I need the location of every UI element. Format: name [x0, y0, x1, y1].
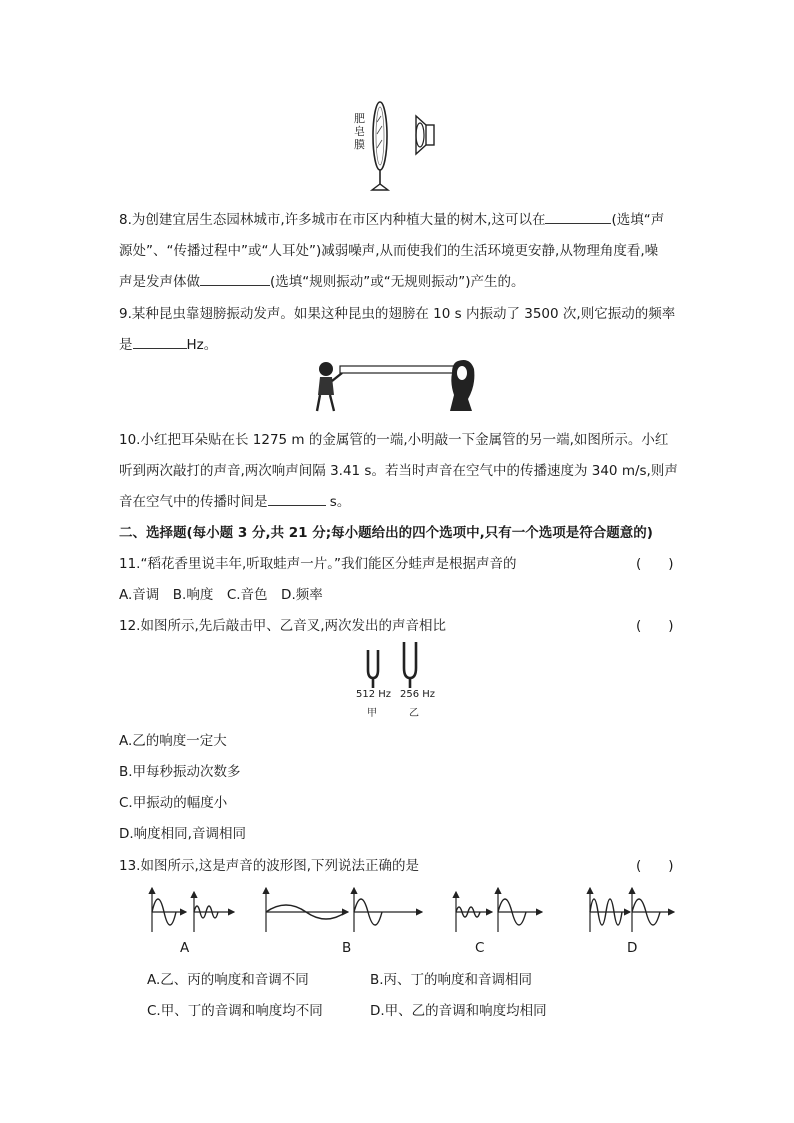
fork-b-name: 乙	[409, 708, 419, 719]
wave-label-a: A	[180, 940, 190, 956]
wave-label-c: C	[475, 940, 485, 956]
q9-line1: 9.某种昆虫靠翅膀振动发声。如果这种昆虫的翅膀在 10 s 内振动了 3500 次,则它振动的频率	[119, 306, 676, 322]
fork-b-freq: 256 Hz	[400, 689, 436, 700]
tuning-fork-icon	[352, 640, 442, 688]
q12-answer-bracket[interactable]: ( )	[636, 618, 674, 634]
soap-film-speaker-icon	[368, 98, 450, 198]
q11-options: A.音调 B.响度 C.音色 D.频率	[119, 587, 323, 603]
wave-label-d: D	[627, 940, 638, 956]
q9-line2: 是 Hz。	[119, 337, 218, 353]
q8-line1: 8.为创建宜居生态园林城市,许多城市在市区内种植大量的树木,这可以在 (选填“声	[119, 212, 665, 228]
q13-option-d: D.甲、乙的音调和响度均相同	[370, 1003, 547, 1019]
q8-blank-2[interactable]	[200, 272, 270, 286]
section-heading: 二、选择题(每小题 3 分,共 21 分;每小题给出的四个选项中,只有一个选项是符合题意的)	[119, 525, 653, 541]
q8-blank-1[interactable]	[545, 210, 611, 224]
q10-blank[interactable]	[268, 492, 326, 506]
tuning-fork-figure	[352, 640, 442, 720]
q12-option-c: C.甲振动的幅度小	[119, 795, 228, 811]
q10-line3: 音在空气中的传播时间是 s。	[119, 494, 351, 510]
q10-line2: 听到两次敲打的声音,两次响声间隔 3.41 s。若当时声音在空气中的传播速度为 340 m/s,则声	[119, 463, 678, 479]
waveform-b-icon	[266, 888, 422, 932]
q13-option-c: C.甲、丁的音调和响度均不同	[147, 1003, 323, 1019]
q8-line3: 声是发声体做 (选填“规则振动”或“无规则振动”)产生的。	[119, 274, 525, 290]
q13-option-a: A.乙、丙的响度和音调不同	[147, 972, 309, 988]
waveform-figure	[140, 882, 680, 954]
q12-stem: 12.如图所示,先后敲击甲、乙音叉,两次发出的声音相比	[119, 618, 447, 634]
fork-a-name: 甲	[367, 708, 377, 719]
q8-line2: 源处”、“传播过程中”或“人耳处”)减弱噪声,从而使我们的生活环境更安静,从物理角度看,噪	[119, 243, 659, 259]
q12-option-d: D.响度相同,音调相同	[119, 826, 246, 842]
q12-option-b: B.甲每秒振动次数多	[119, 764, 241, 780]
waveform-a-icon	[152, 888, 234, 932]
q11-answer-bracket[interactable]: ( )	[636, 556, 674, 572]
soap-film-figure	[350, 98, 450, 198]
metal-pipe-figure-icon	[312, 355, 482, 417]
q13-option-b: B.丙、丁的响度和音调相同	[370, 972, 533, 988]
q13-answer-bracket[interactable]: ( )	[636, 858, 674, 874]
fork-a-freq: 512 Hz	[356, 689, 392, 700]
soap-label: 肥 皂 膜	[354, 112, 365, 151]
q9-blank[interactable]	[133, 335, 187, 349]
waveform-d-icon	[590, 888, 674, 932]
q13-stem: 13.如图所示,这是声音的波形图,下列说法正确的是	[119, 858, 420, 874]
wave-label-b: B	[342, 940, 352, 956]
q11-stem: 11.“稻花香里说丰年,听取蛙声一片。”我们能区分蛙声是根据声音的	[119, 556, 517, 572]
q10-line1: 10.小红把耳朵贴在长 1275 m 的金属管的一端,小明敲一下金属管的另一端,如图所示。小红	[119, 432, 669, 448]
waveform-c-icon	[456, 888, 542, 932]
q12-option-a: A.乙的响度一定大	[119, 733, 227, 749]
